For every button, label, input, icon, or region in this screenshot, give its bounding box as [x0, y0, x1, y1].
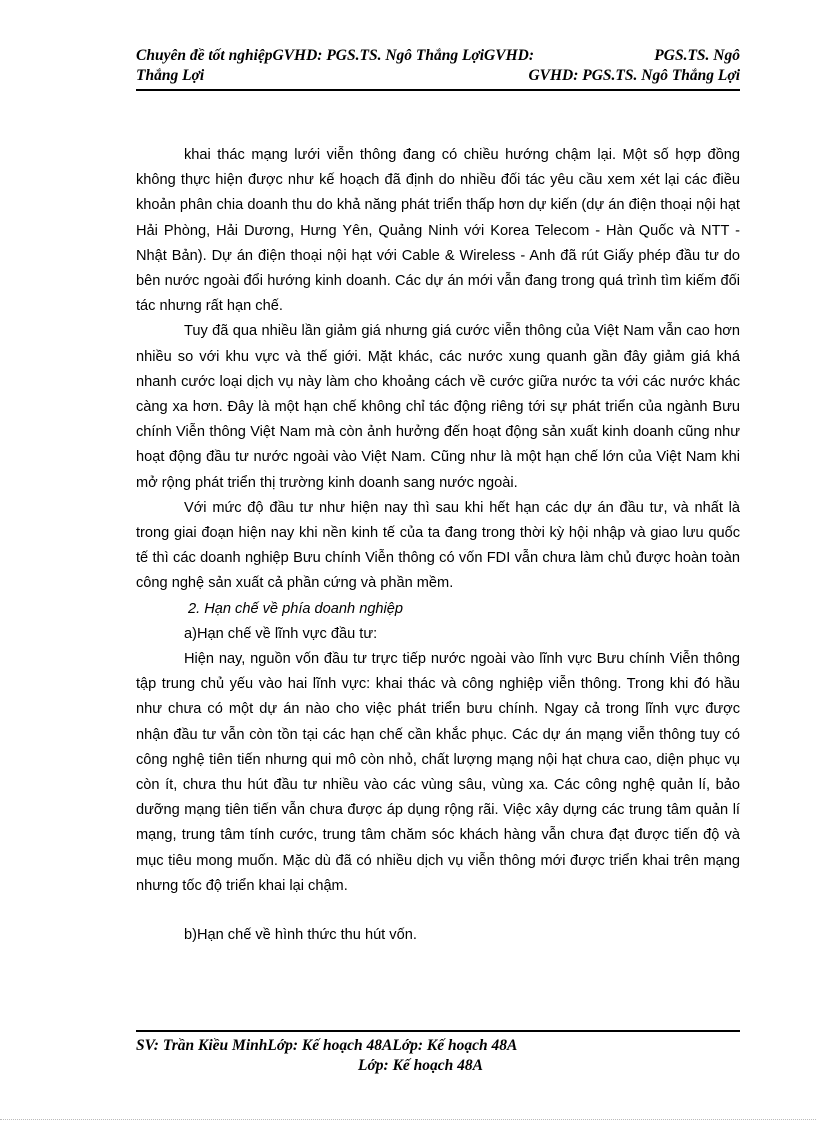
header-line-2 [136, 66, 740, 86]
page-footer [136, 1036, 740, 1076]
footer-line-1: SV: Trần Kiều MinhLớp: Kế hoạch 48ALớp: Kế hoạch 48A [136, 1037, 518, 1054]
header-line-1-right: PGS.TS. Ngô [654, 47, 740, 64]
subheading-a: a)Hạn chế về lĩnh vực đầu tư: [184, 625, 378, 642]
page-header [136, 46, 740, 86]
header-line-1-left: Chuyên đề tốt nghiệpGVHD: PGS.TS. Ngô Thắng LợiGVHD: [136, 47, 535, 64]
footer-line-2: Lớp: Kế hoạch 48A [358, 1057, 483, 1074]
header-line-1 [136, 46, 740, 66]
document-body [136, 143, 740, 948]
paragraph-2: Tuy đã qua nhiều lần giảm giá nhưng giá cước viễn thông của Việt Nam vẫn cao hơn nhiều so với khu vực và thế giới. Mặt khác, các nước xung quanh gần đây giảm giá khá nhanh cước loại dịch vụ này làm cho khoảng cách về cước giữa nước ta với các nước khác càng xa hơn. Đây là một hạn chế không chỉ tác động riêng tới sự phát triển của ngành Bưu chính Viễn thông Việt Nam mà còn ảnh hưởng đến hoạt động sản xuất kinh doanh cũng như hoạt động đầu tư nước ngoài vào Việt Nam. Cũng như là một hạn chế lớn của Việt Nam khi mở rộng phát triển thị trường kinh doanh sang nước ngoài. [136, 323, 740, 491]
header-line-2-left: Thắng Lợi [136, 67, 205, 84]
paragraph-3: Với mức độ đầu tư như hiện nay thì sau khi hết hạn các dự án đầu tư, và nhất là trong giai đoạn hiện nay khi nền kinh tế của ta đang trong thời kỳ hội nhập và giao lưu quốc tế thì các doanh nghiệp Bưu chính Viễn thông có vốn FDI vẫn chưa làm chủ được hoàn toàn công nghệ sản xuất cả phần cứng và phần mềm. [136, 499, 740, 592]
header-divider [136, 89, 740, 91]
paragraph-gap [136, 899, 740, 923]
page-edge [0, 1119, 816, 1120]
header-line-2-right: GVHD: PGS.TS. Ngô Thắng Lợi [528, 67, 740, 84]
paragraph-4: Hiện nay, nguồn vốn đầu tư trực tiếp nước ngoài vào lĩnh vực Bưu chính Viễn thông tập trung chủ yếu vào hai lĩnh vực: khai thác và công nghiệp viễn thông. Trong khi đó hầu như chưa có một dự án nào cho việc phát triển bưu chính. Ngay cả trong lĩnh vực được nhận đầu tư vẫn còn tồn tại các hạn chế cần khắc phục. Các dự án mạng viễn thông tuy có công nghệ tiên tiến nhưng qui mô còn nhỏ, chất lượng mạng nội hạt chưa cao, diện phục vụ còn ít, chưa thu hút đầu tư nhiều vào các vùng sâu, vùng xa. Các công nghệ quản lí, bảo dưỡng mạng tiên tiến vẫn chưa được áp dụng rộng rãi. Việc xây dựng các trung tâm quản lí mạng, trung tâm tính cước, trung tâm chăm sóc khách hàng vẫn chưa đạt được tiến độ và mục tiêu mong muốn. Mặc dù đã có nhiều dịch vụ viễn thông mới được triển khai trên mạng nhưng tốc độ triển khai lại chậm. [136, 651, 740, 894]
footer-divider [136, 1030, 740, 1032]
subheading-b: b)Hạn chế về hình thức thu hút vốn. [184, 927, 417, 944]
paragraph-1: khai thác mạng lưới viễn thông đang có chiều hướng chậm lại. Một số hợp đồng không thực hiện được như kế hoạch đã định do nhiều đối tác yêu cầu xem xét lại các điều khoản phân chia doanh thu do khả năng phát triển thấp hơn dự kiến (dự án điện thoại nội hạt Hải Phòng, Hải Dương, Hưng Yên, Quảng Ninh với Korea Telecom - Hàn Quốc và NTT - Nhật Bản). Dự án điện thoại nội hạt với Cable & Wireless - Anh đã rút Giấy phép đầu tư do bên nước ngoài đổi hướng kinh doanh. Các dự án mới vẫn đang trong quá trình tìm kiếm đối tác nhưng rất hạn chế. [136, 147, 740, 315]
section-heading: 2. Hạn chế về phía doanh nghiệp [188, 600, 404, 617]
